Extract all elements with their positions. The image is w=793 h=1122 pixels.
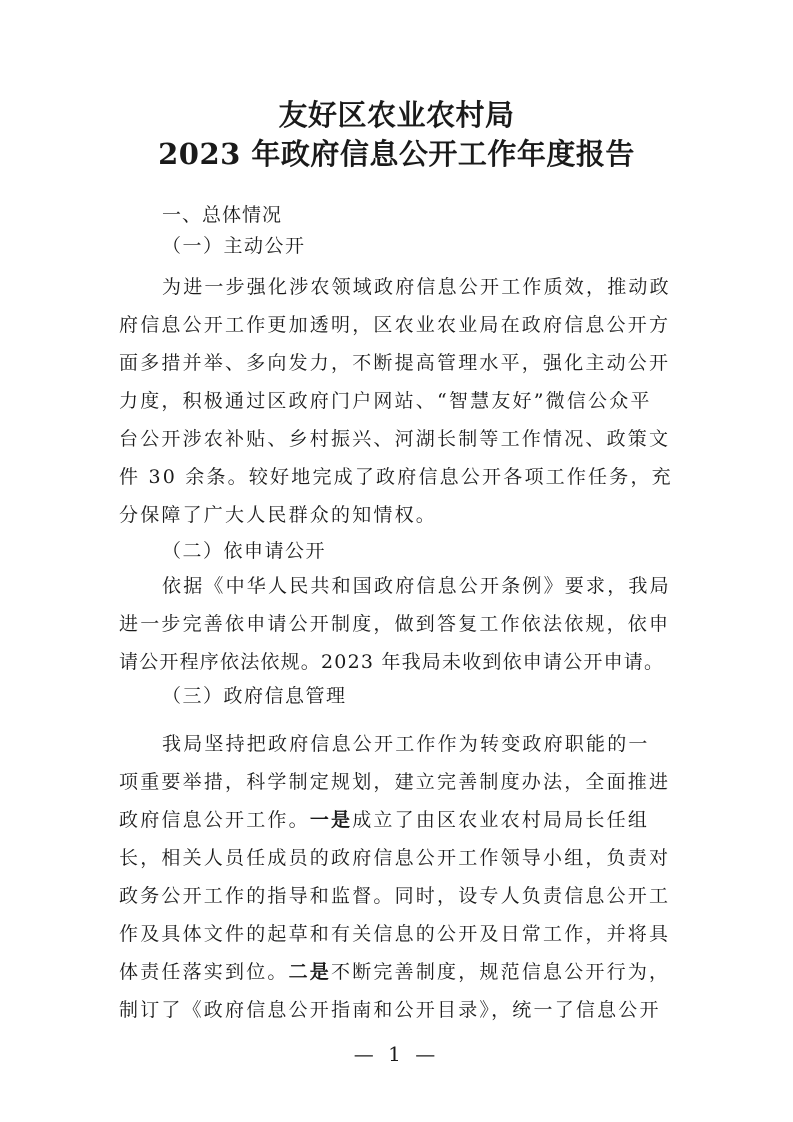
page-number: — 1 —	[353, 1042, 440, 1066]
paragraph-line: 我局坚持把政府信息公开工作作为转变政府职能的一	[162, 733, 650, 755]
paragraph-line: 请公开程序依法依规。2023 年我局未收到依申请公开申请。	[119, 651, 665, 673]
paragraph-line: 件 30 余条。较好地完成了政府信息公开各项工作任务，充	[119, 466, 673, 488]
paragraph-line: 府信息公开工作更加透明，区农业农业局在政府信息公开方	[119, 314, 671, 336]
paragraph-line: 项重要举措，科学制定规划，建立完善制度办法，全面推进	[119, 771, 671, 793]
emphasis-text: 二是	[288, 961, 332, 983]
paragraph-line: 为进一步强化涉农领域政府信息公开工作质效，推动政	[162, 276, 671, 298]
paragraph-text: 体责任落实到位。	[119, 961, 289, 983]
paragraph-text: 不断完善制度，规范信息公开行为，	[331, 961, 671, 983]
subsection-heading-information-management: （三）政府信息管理	[162, 685, 347, 707]
paragraph-line: 作及具体文件的起草和有关信息的公开及日常工作，并将具	[119, 923, 671, 945]
subsection-heading-request-disclosure: （二）依申请公开	[162, 540, 327, 562]
paragraph-line	[119, 803, 679, 837]
subsection-heading-proactive-disclosure: （一）主动公开	[162, 235, 306, 257]
document-title-line-2: 2023 年政府信息公开工作年度报告	[158, 137, 635, 171]
section-heading-overview: 一、总体情况	[162, 204, 283, 226]
paragraph-line: 长，相关人员任成员的政府信息公开工作领导小组，负责对	[119, 847, 671, 869]
paragraph-line: 制订了《政府信息公开指南和公开目录》，统一了信息公开	[119, 999, 661, 1021]
emphasis-text: 一是	[309, 809, 353, 831]
paragraph-line: 台公开涉农补贴、乡村振兴、河湖长制等工作情况、政策文	[119, 428, 671, 450]
paragraph-line: 分保障了广大人民群众的知情权。	[119, 504, 438, 526]
paragraph-line	[119, 955, 679, 989]
paragraph-line: 面多措并举、多向发力，不断提高管理水平，强化主动公开	[119, 352, 671, 374]
paragraph-text: 政府信息公开工作。	[119, 809, 310, 831]
paragraph-line: 政务公开工作的指导和监督。同时，设专人负责信息公开工	[119, 885, 671, 907]
document-title-line-1: 友好区农业农村局	[278, 98, 515, 132]
paragraph-line: 进一步完善依申请公开制度，做到答复工作依法依规，依申	[119, 613, 671, 635]
paragraph-line: 依据《中华人民共和国政府信息公开条例》要求，我局	[162, 575, 671, 597]
paragraph-line: 力度，积极通过区政府门户网站、“智慧友好”微信公众平	[119, 390, 652, 412]
paragraph-text: 成立了由区农业农村局局长任组	[352, 809, 650, 831]
